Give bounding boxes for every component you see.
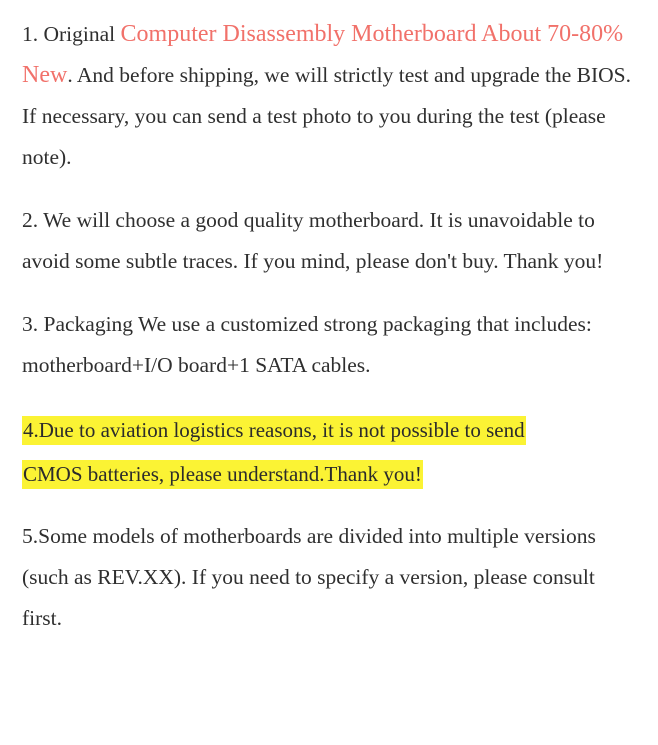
item-4-line-2-text: CMOS batteries, please understand.Thank you! — [22, 460, 423, 489]
paragraph-item-1 — [22, 14, 636, 178]
item-1-accent-text: Computer Disassembly Motherboard About 70-80% New — [22, 21, 624, 88]
item-4-line-1-text: 4.Due to aviation logistics reasons, it is not possible to send — [22, 416, 526, 445]
paragraph-item-5: 5.Some models of motherboards are divided into multiple versions (such as REV.XX). If you need to specify a version, please consult first. — [22, 524, 596, 630]
highlight-line-2 — [22, 452, 636, 496]
paragraph-item-2: 2. We will choose a good quality motherboard. It is unavoidable to avoid some subtle traces. If you mind, please don't buy. Thank you! — [22, 208, 604, 273]
paragraph-item-4-highlighted — [22, 408, 636, 496]
highlight-line-1 — [22, 408, 636, 452]
item-1-prefix: 1. Original — [22, 22, 121, 46]
paragraph-item-3: 3. Packaging We use a customized strong packaging that includes: motherboard+I/O board+1 SATA cables. — [22, 312, 592, 377]
item-1-rest: . And before shipping, we will strictly test and upgrade the BIOS. If necessary, you can send a test photo to you during the test (please note). — [22, 63, 632, 169]
